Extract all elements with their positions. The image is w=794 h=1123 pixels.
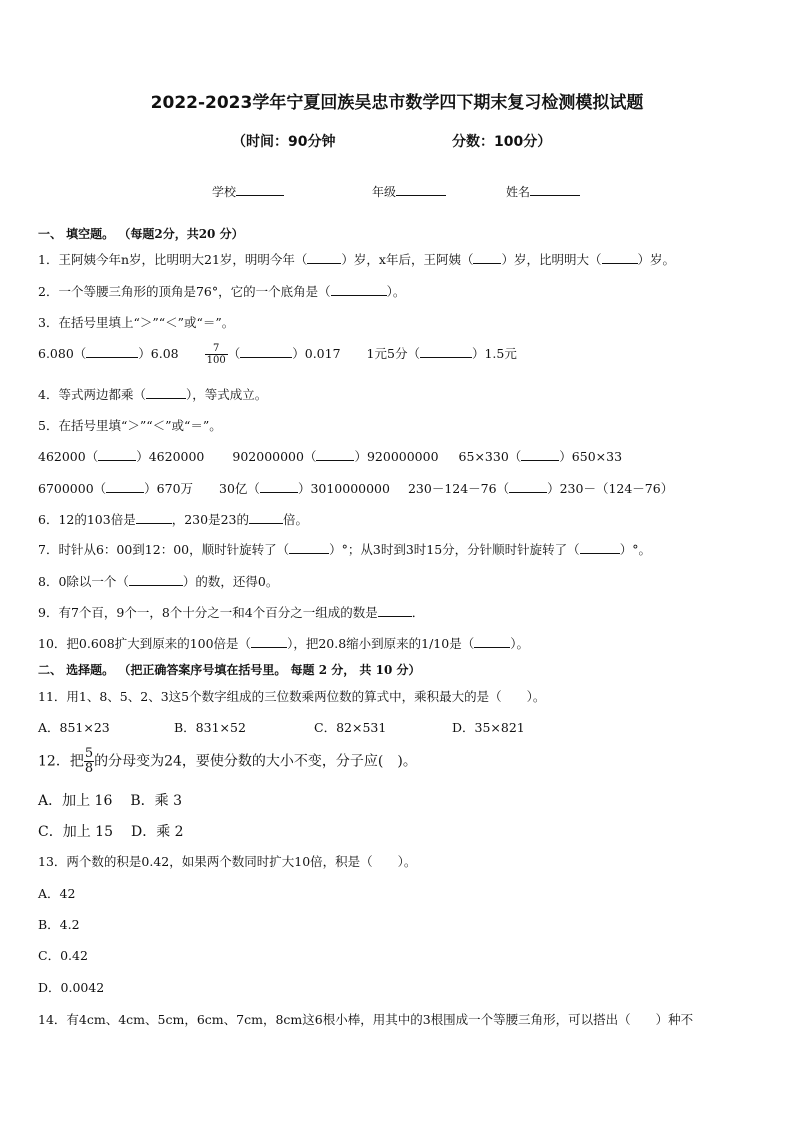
question-8: 8．0除以一个（ ）的数，还得0。 xyxy=(38,574,279,589)
question-13-option-d: D．0.0042 xyxy=(38,980,105,995)
fraction-5-8: $\frac{5}{8}$ xyxy=(84,746,94,776)
fraction-7-100: $\frac{7}{100}$ xyxy=(206,343,226,366)
question-5: 5．在括号里填“＞”“＜”或“＝”。 xyxy=(38,418,222,433)
page-title: 2022-2023学年宁夏回族吴忠市数学四下期末复习检测模拟试题 xyxy=(150,93,644,113)
option-a: A．加上 16 xyxy=(38,793,113,809)
question-12-options-2 xyxy=(38,821,184,841)
question-6: 6．12的103倍是 ，230是23的 倍。 xyxy=(38,512,308,527)
option-b: B．乘 3 xyxy=(130,793,183,809)
option-c: C．加上 15 xyxy=(38,824,113,840)
question-13-option-b: B．4.2 xyxy=(38,917,80,932)
name-field xyxy=(506,183,580,200)
grade-field xyxy=(372,183,446,200)
question-13-option-c: C．0.42 xyxy=(38,948,88,963)
question-3-items: 6.080（ ）6.08 $\frac{7}{100}$ （ ）0.017 1元5分（ ）1.5元 xyxy=(38,343,517,366)
option-c: C．82×531 xyxy=(314,720,387,735)
question-11: 11．用1、8、5、2、3这5个数字组成的三位数乘两位数的算式中，乘积最大的是（ ）。 xyxy=(38,689,546,704)
option-a: A．851×23 xyxy=(38,720,110,735)
name-label: 姓名 xyxy=(506,185,531,199)
question-13: 13．两个数的积是0.42，如果两个数同时扩大10倍，积是（ ）。 xyxy=(38,854,417,869)
question-12-options-1 xyxy=(38,790,182,810)
grade-blank xyxy=(396,184,446,196)
question-14: 14．有4cm、4cm、5cm，6cm、7cm，8cm这6根小棒，用其中的3根围成一个等腰三角形，可以搭出（ ）种不 xyxy=(38,1012,694,1027)
option-b: B．831×52 xyxy=(174,720,246,735)
question-10: 10．把0.608扩大到原来的100倍是（ ），把20.8缩小到原来的1/10是（ ）。 xyxy=(38,636,529,651)
option-d: D．乘 2 xyxy=(130,824,184,840)
question-4: 4．等式两边都乘（ ），等式成立。 xyxy=(38,387,268,402)
exam-time: （时间：90分钟 xyxy=(232,134,336,150)
question-1: 1．王阿姨今年n岁，比明明大21岁，明明今年（ ）岁，x年后，王阿姨（ ）岁，比明明大（ ）岁。 xyxy=(38,252,676,267)
question-3: 3．在括号里填上“＞”“＜”或“＝”。 xyxy=(38,315,235,330)
question-9: 9．有7个百，9个一，8个十分之一和4个百分之一组成的数是 ． xyxy=(38,605,425,620)
section-2-header: 二、 选择题。 （把正确答案序号填在括号里。 每题 2 分， 共 10 分） xyxy=(38,663,421,677)
section-1-header: 一、 填空题。 （每题2分，共20 分） xyxy=(38,227,244,241)
option-d: D．35×821 xyxy=(452,720,525,735)
name-blank xyxy=(530,184,580,196)
question-7: 7．时针从6：00到12：00，顺时针旋转了（ ）°；从3时到3时15分，分针顺时针旋转了（ ）°。 xyxy=(38,542,651,557)
question-2: 2．一个等腰三角形的顶角是76°，它的一个底角是（ ）。 xyxy=(38,284,406,299)
question-5-row-1: 462000（ ）4620000 902000000（ ）920000000 65×330（ ）650×33 xyxy=(38,449,623,464)
question-13-option-a: A．42 xyxy=(38,886,76,901)
school-label: 学校 xyxy=(212,185,237,199)
grade-label: 年级 xyxy=(372,185,397,199)
question-5-row-2: 6700000（ ）670万 30亿（ ）3010000000 230－124－76（ ）230－（124－76） xyxy=(38,481,674,496)
school-blank xyxy=(236,184,284,196)
question-12: 12．把 $\frac{5}{8}$ 的分母变为24，要使分数的大小不变，分子应( )。 xyxy=(38,746,417,776)
school-field xyxy=(212,183,284,200)
exam-score: 分数：100分） xyxy=(452,134,552,150)
